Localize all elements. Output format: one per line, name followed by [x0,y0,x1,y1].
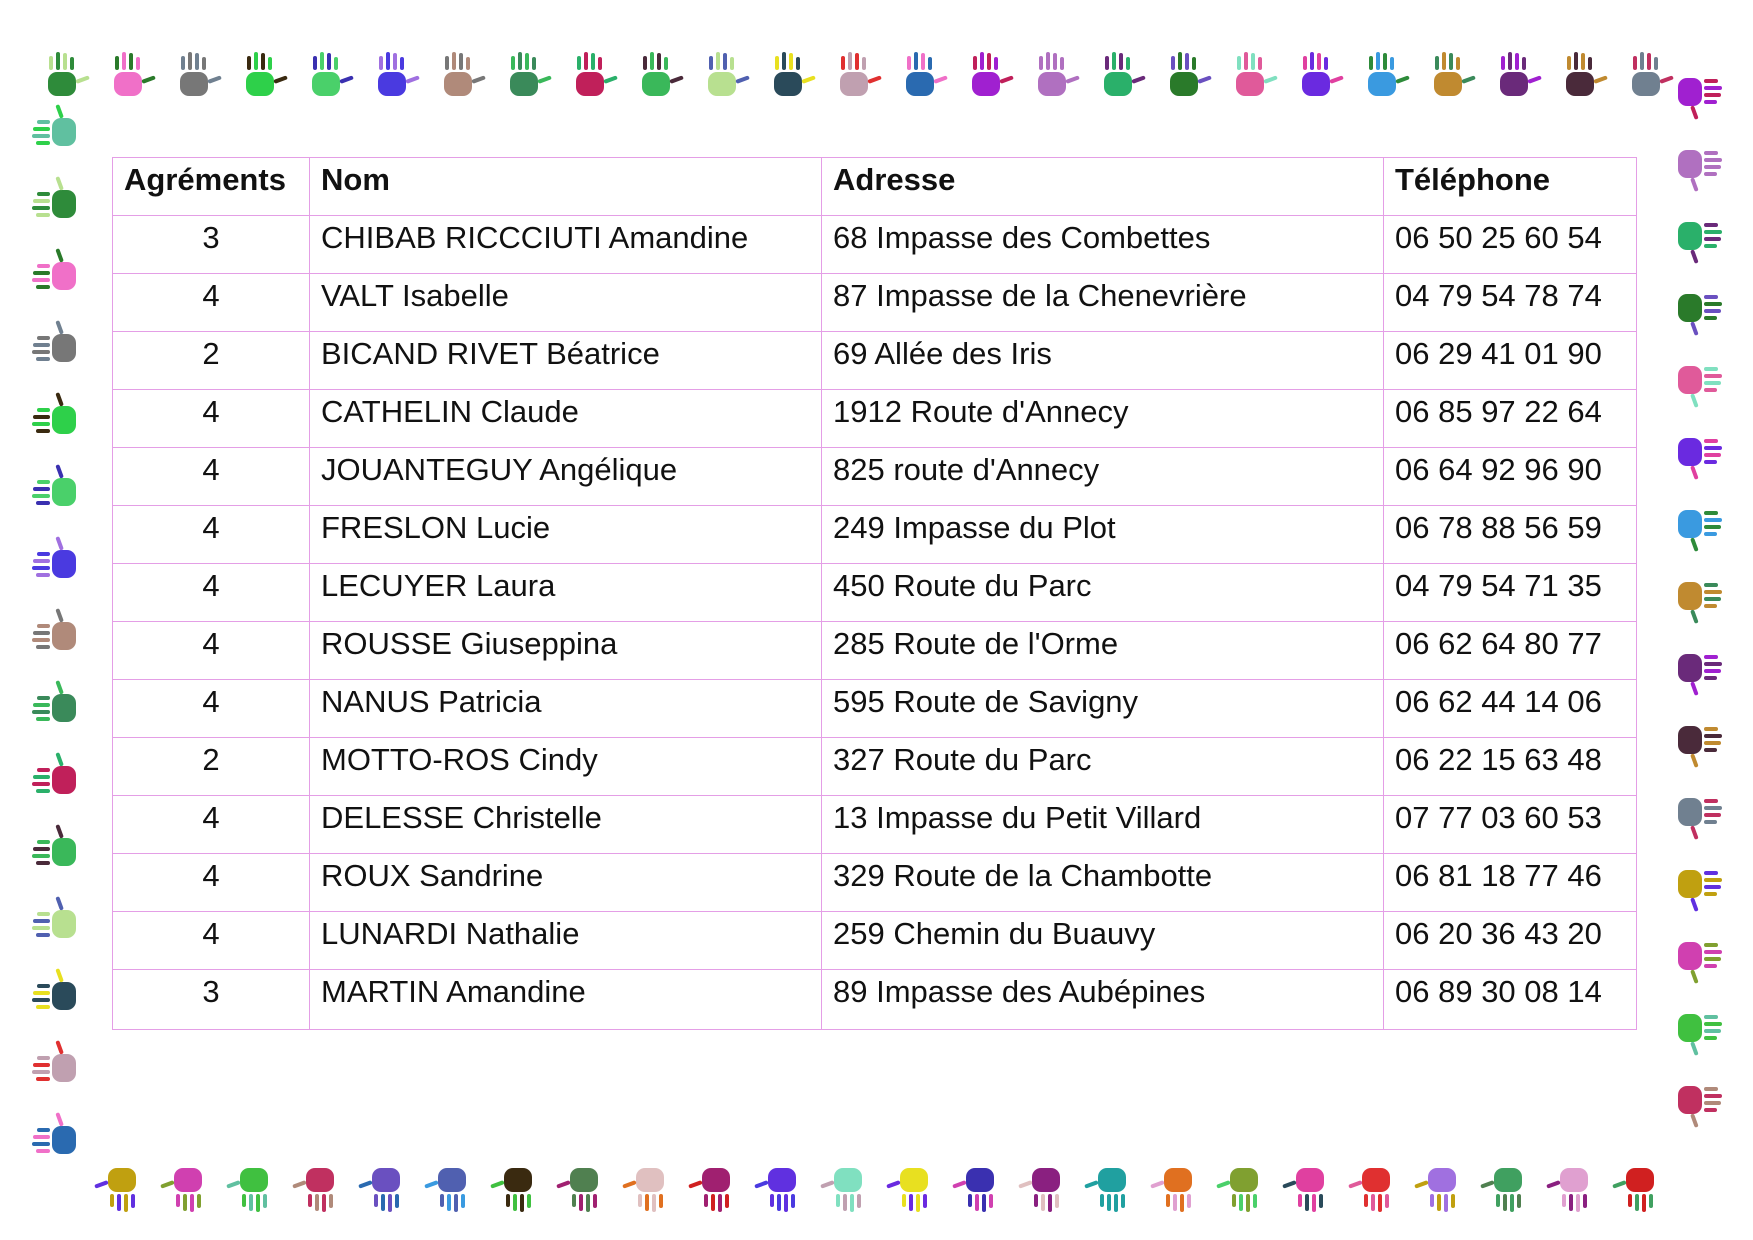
handprint-icon [32,176,76,218]
name-cell: CATHELIN Claude [310,390,822,448]
table-header-row [113,158,1637,216]
handprint-icon [1678,366,1722,408]
handprint-icon [840,52,882,96]
handprint-icon [642,52,684,96]
handprint-icon [1678,582,1722,624]
handprint-icon [1678,222,1722,264]
handprint-icon [32,320,76,362]
phone-cell: 06 64 92 96 90 [1384,448,1637,506]
handprint-icon [906,52,948,96]
handprint-icon [774,52,816,96]
table-row [113,332,1637,390]
table-row [113,274,1637,332]
handprint-icon [1038,52,1080,96]
table-row [113,622,1637,680]
agrements-cell: 2 [113,738,310,796]
table-row [113,390,1637,448]
agrements-cell: 3 [113,970,310,1030]
handprint-icon [32,248,76,290]
handprint-icon [1170,52,1212,96]
handprint-icon [1678,798,1722,840]
name-cell: DELESSE Christelle [310,796,822,854]
handprint-icon [1678,1014,1722,1056]
name-cell: LUNARDI Nathalie [310,912,822,970]
table-row [113,506,1637,564]
address-cell: 259 Chemin du Buauvy [822,912,1384,970]
handprint-icon [1678,294,1722,336]
handprint-icon [1678,654,1722,696]
name-cell: CHIBAB RICCCIUTI Amandine [310,216,822,274]
phone-cell: 06 81 18 77 46 [1384,854,1637,912]
handprint-icon [1678,1086,1722,1128]
header-adresse: Adresse [822,158,1384,216]
header-nom: Nom [310,158,822,216]
address-cell: 285 Route de l'Orme [822,622,1384,680]
phone-cell: 06 62 64 80 77 [1384,622,1637,680]
handprint-icon [292,1168,334,1212]
agrements-cell: 4 [113,448,310,506]
handprint-icon [246,52,288,96]
address-cell: 13 Impasse du Petit Villard [822,796,1384,854]
table-row [113,970,1637,1030]
phone-cell: 06 78 88 56 59 [1384,506,1637,564]
nanny-table [112,157,1637,1030]
handprint-icon [1018,1168,1060,1212]
handprint-icon [556,1168,598,1212]
handprint-icon [1678,726,1722,768]
handprint-icon [1566,52,1608,96]
phone-cell: 06 62 44 14 06 [1384,680,1637,738]
agrements-cell: 4 [113,564,310,622]
address-cell: 68 Impasse des Combettes [822,216,1384,274]
handprint-icon [1368,52,1410,96]
handprint-icon [1500,52,1542,96]
handprint-icon [1678,438,1722,480]
address-cell: 69 Allée des Iris [822,332,1384,390]
handprint-icon [1348,1168,1390,1212]
name-cell: NANUS Patricia [310,680,822,738]
handprint-icon [32,968,76,1010]
address-cell: 87 Impasse de la Chenevrière [822,274,1384,332]
handprint-icon [32,680,76,722]
name-cell: ROUX Sandrine [310,854,822,912]
agrements-cell: 4 [113,622,310,680]
handprint-icon [708,52,750,96]
header-telephone: Téléphone [1384,158,1637,216]
phone-cell: 07 77 03 60 53 [1384,796,1637,854]
name-cell: JOUANTEGUY Angélique [310,448,822,506]
handprint-icon [1678,942,1722,984]
handprint-icon [1546,1168,1588,1212]
handprint-icon [312,52,354,96]
handprint-icon [358,1168,400,1212]
handprint-icon [32,104,76,146]
address-cell: 329 Route de la Chambotte [822,854,1384,912]
handprint-icon [444,52,486,96]
handprint-icon [32,824,76,866]
agrements-cell: 4 [113,506,310,564]
handprint-icon [424,1168,466,1212]
handprint-icon [94,1168,136,1212]
name-cell: VALT Isabelle [310,274,822,332]
handprint-icon [1678,870,1722,912]
table-row [113,216,1637,274]
handprint-icon [1678,510,1722,552]
handprint-icon [1632,52,1674,96]
address-cell: 595 Route de Savigny [822,680,1384,738]
address-cell: 249 Impasse du Plot [822,506,1384,564]
handprint-icon [378,52,420,96]
agrements-cell: 4 [113,912,310,970]
handprint-icon [1150,1168,1192,1212]
handprint-icon [688,1168,730,1212]
handprint-icon [820,1168,862,1212]
handprint-icon [32,1040,76,1082]
handprint-icon [972,52,1014,96]
table-row [113,680,1637,738]
table-row [113,912,1637,970]
handprint-icon [1480,1168,1522,1212]
handprint-icon [32,392,76,434]
handprint-icon [490,1168,532,1212]
handprint-icon [1414,1168,1456,1212]
handprint-icon [32,536,76,578]
name-cell: LECUYER Laura [310,564,822,622]
agrements-cell: 3 [113,216,310,274]
handprint-icon [114,52,156,96]
handprint-icon [1282,1168,1324,1212]
agrements-cell: 4 [113,796,310,854]
name-cell: FRESLON Lucie [310,506,822,564]
nanny-table-container [112,157,1636,1030]
address-cell: 450 Route du Parc [822,564,1384,622]
handprint-icon [1236,52,1278,96]
handprint-icon [32,896,76,938]
phone-cell: 06 85 97 22 64 [1384,390,1637,448]
handprint-icon [622,1168,664,1212]
address-cell: 89 Impasse des Aubépines [822,970,1384,1030]
phone-cell: 06 50 25 60 54 [1384,216,1637,274]
handprint-icon [32,464,76,506]
handprint-icon [48,52,90,96]
address-cell: 327 Route du Parc [822,738,1384,796]
table-row [113,564,1637,622]
table-row [113,738,1637,796]
name-cell: MOTTO-ROS Cindy [310,738,822,796]
handprint-icon [160,1168,202,1212]
handprint-icon [1612,1168,1654,1212]
handprint-icon [1084,1168,1126,1212]
handprint-icon [1678,78,1722,120]
phone-cell: 06 20 36 43 20 [1384,912,1637,970]
handprint-icon [226,1168,268,1212]
name-cell: BICAND RIVET Béatrice [310,332,822,390]
handprint-icon [1678,150,1722,192]
address-cell: 1912 Route d'Annecy [822,390,1384,448]
handprint-icon [952,1168,994,1212]
phone-cell: 06 29 41 01 90 [1384,332,1637,390]
handprint-icon [886,1168,928,1212]
phone-cell: 04 79 54 71 35 [1384,564,1637,622]
agrements-cell: 2 [113,332,310,390]
handprint-icon [754,1168,796,1212]
handprint-icon [1216,1168,1258,1212]
phone-cell: 06 89 30 08 14 [1384,970,1637,1030]
table-row [113,796,1637,854]
agrements-cell: 4 [113,390,310,448]
table-body [113,216,1637,1030]
handprint-icon [32,752,76,794]
agrements-cell: 4 [113,854,310,912]
agrements-cell: 4 [113,274,310,332]
name-cell: ROUSSE Giuseppina [310,622,822,680]
table-row [113,448,1637,506]
table-row [113,854,1637,912]
handprint-icon [32,608,76,650]
handprint-icon [32,1112,76,1154]
name-cell: MARTIN Amandine [310,970,822,1030]
handprint-icon [1302,52,1344,96]
handprint-icon [1434,52,1476,96]
header-agrements: Agréments [113,158,310,216]
phone-cell: 04 79 54 78 74 [1384,274,1637,332]
agrements-cell: 4 [113,680,310,738]
handprint-icon [1104,52,1146,96]
handprint-icon [180,52,222,96]
phone-cell: 06 22 15 63 48 [1384,738,1637,796]
handprint-icon [576,52,618,96]
address-cell: 825 route d'Annecy [822,448,1384,506]
handprint-icon [510,52,552,96]
